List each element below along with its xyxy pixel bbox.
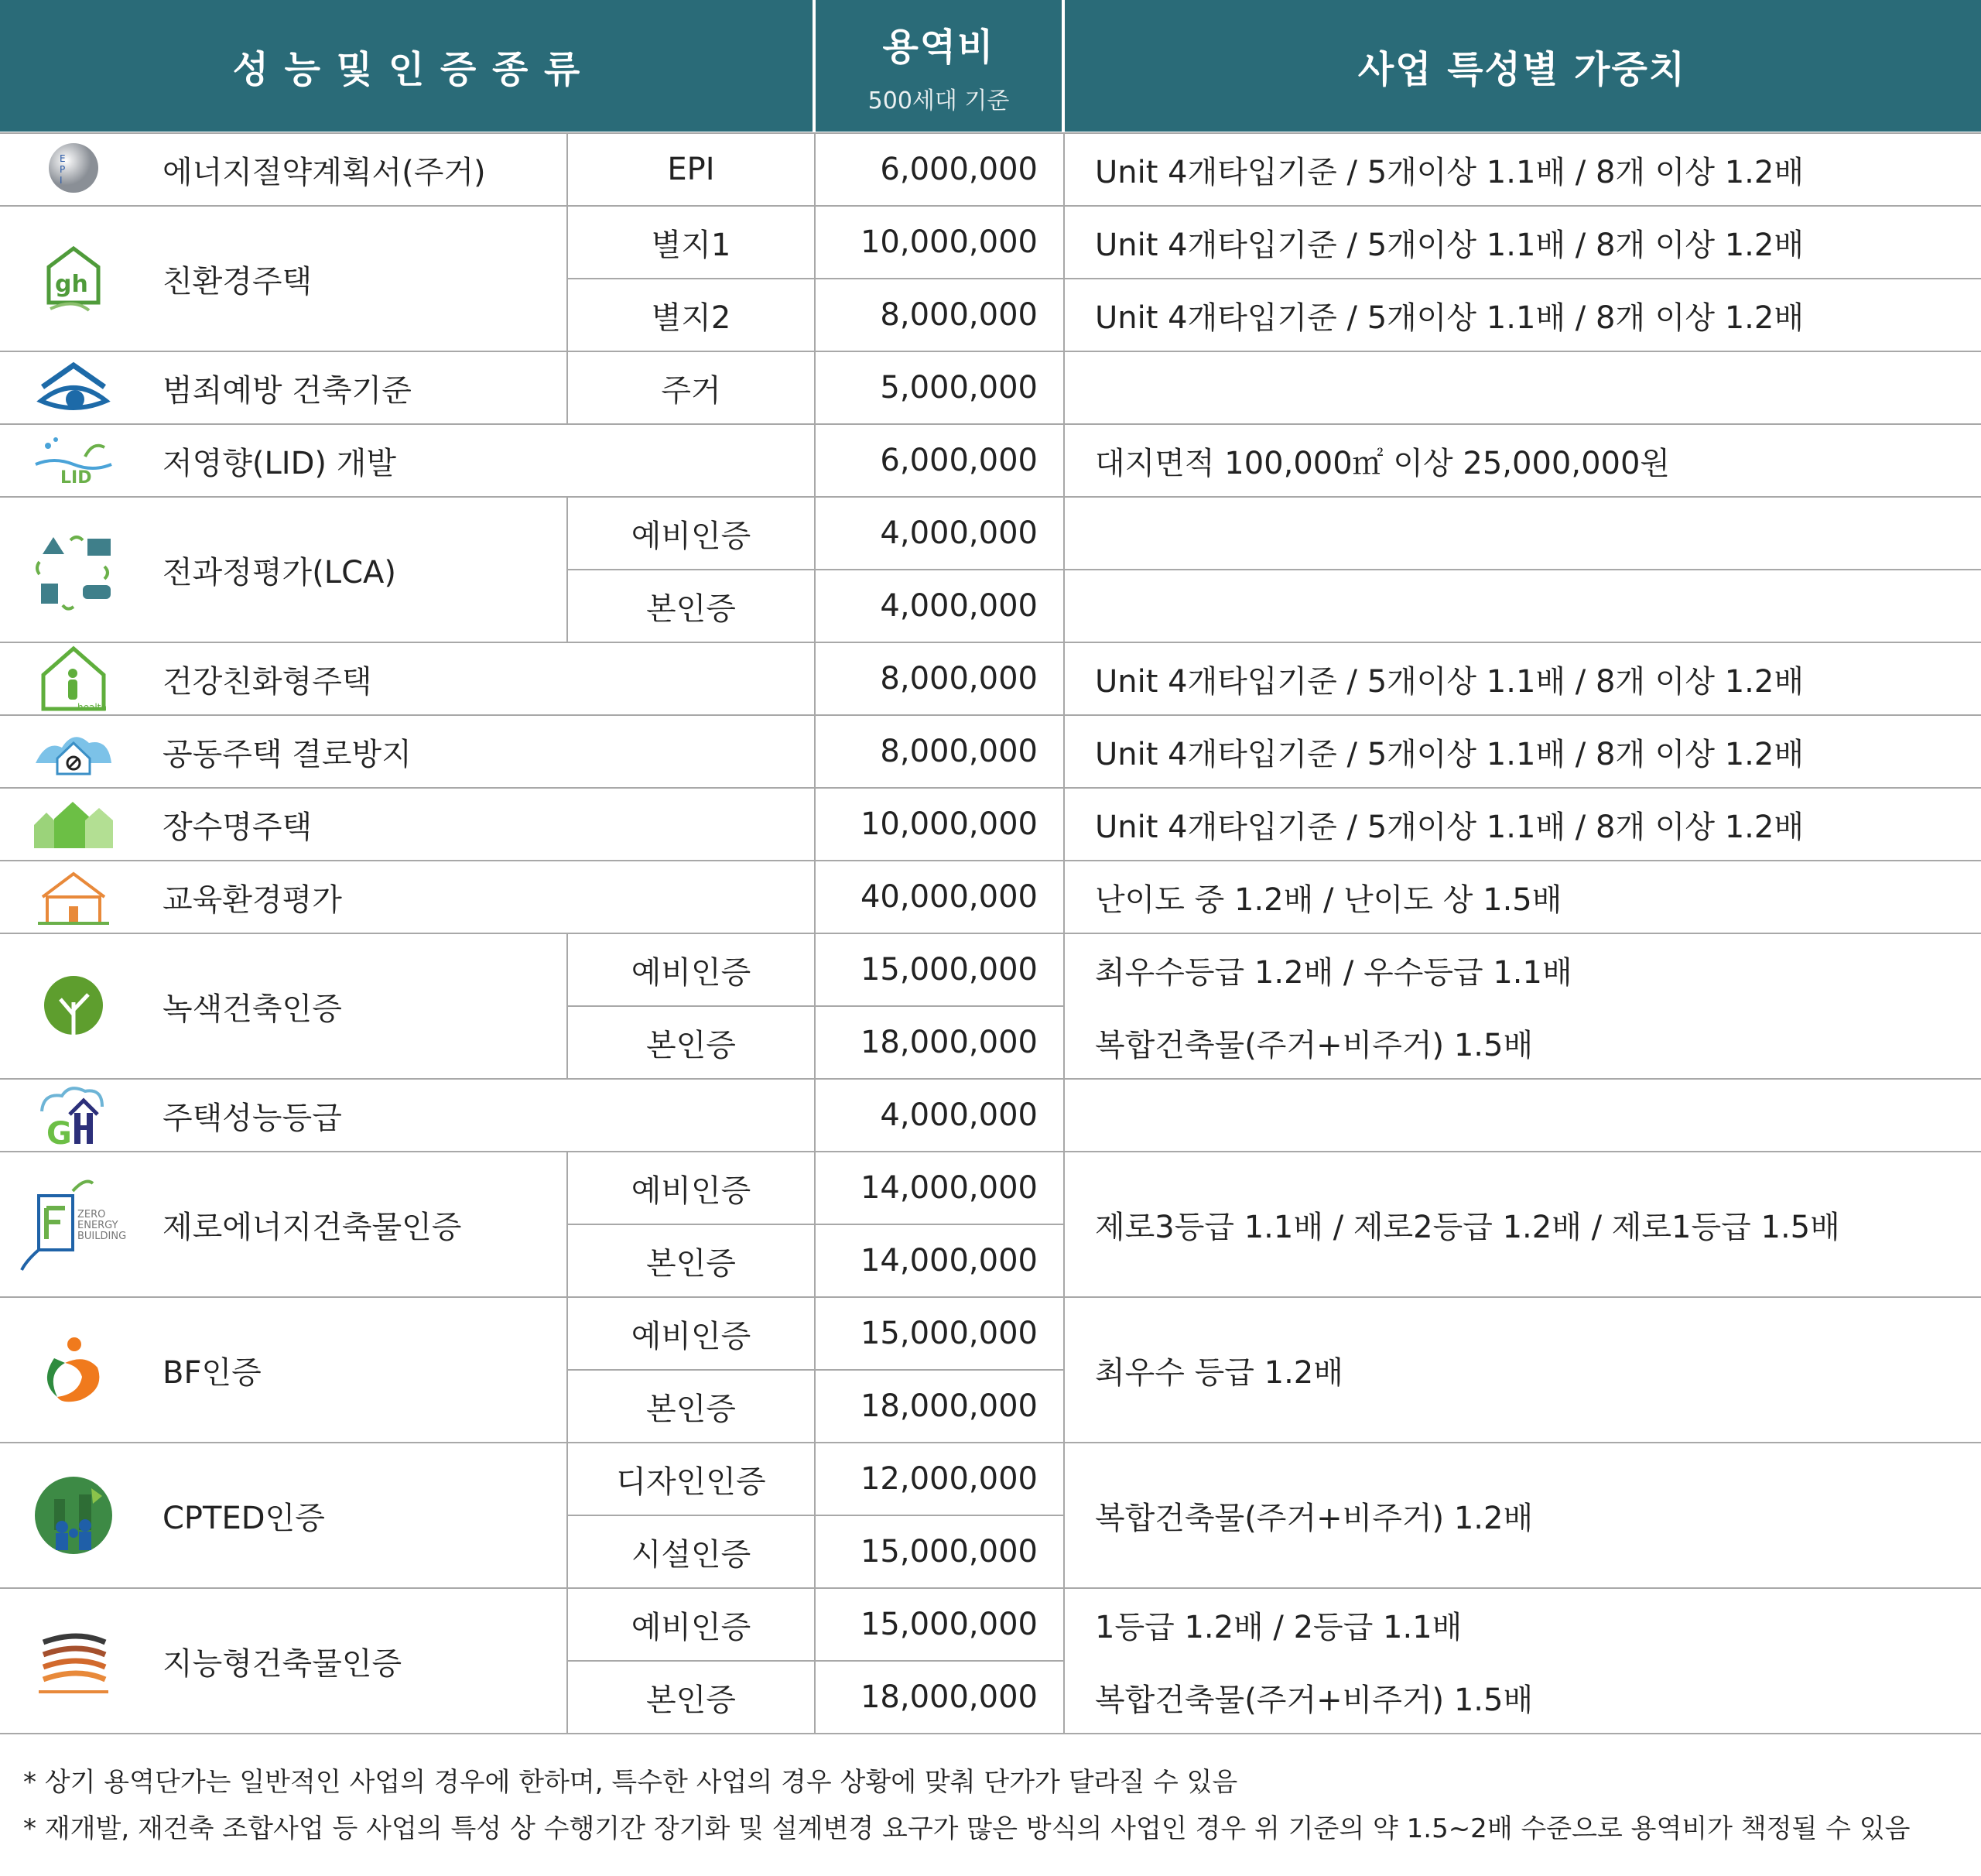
weight-text: 난이도 중 1.2배 / 난이도 상 1.5배: [1095, 882, 1562, 918]
cert-type: 본인증: [646, 1245, 736, 1282]
cert-type: 주거: [661, 372, 721, 409]
category-name: 주택성능등급: [163, 1100, 342, 1136]
svg-text:I: I: [60, 175, 63, 186]
health-house-icon: [15, 642, 132, 715]
row-divider: [567, 569, 1064, 570]
row-divider: [1064, 278, 1981, 279]
row-divider: [567, 1515, 1064, 1516]
fee-value: 14,000,000: [860, 1170, 1038, 1206]
cert-type: 본인증: [646, 591, 736, 627]
weight-text: 제로3등급 1.1배 / 제로2등급 1.2배 / 제로1등급 1.5배: [1095, 1209, 1840, 1245]
category-name: BF인증: [163, 1354, 262, 1391]
weight-text: 1등급 1.2배 / 2등급 1.1배: [1095, 1609, 1463, 1645]
column-divider: [814, 424, 816, 497]
crime-prevention-eye-house-icon: [15, 351, 132, 424]
column-divider: [1063, 1443, 1065, 1588]
column-divider: [1063, 1588, 1065, 1734]
header-weight-label: 사업 특성별 가중치: [1357, 47, 1687, 91]
category-name: 지능형건축물인증: [163, 1645, 402, 1682]
column-divider: [814, 715, 816, 788]
fee-value: 5,000,000: [880, 370, 1038, 406]
fee-value: 8,000,000: [880, 297, 1038, 333]
header-divider: [813, 0, 816, 132]
fee-value: 4,000,000: [880, 588, 1038, 624]
fee-value: 18,000,000: [860, 1679, 1038, 1715]
column-divider: [814, 497, 816, 642]
column-divider: [814, 1079, 816, 1152]
column-divider: [814, 1297, 816, 1443]
column-divider: [1063, 133, 1065, 206]
weight-text: Unit 4개타입기준 / 5개이상 1.1배 / 8개 이상 1.2배: [1095, 809, 1804, 845]
fee-value: 4,000,000: [880, 515, 1038, 551]
column-divider: [1063, 861, 1065, 933]
category-name: 녹색건축인증: [163, 991, 342, 1027]
svg-text:ENERGY: ENERGY: [77, 1220, 118, 1231]
svg-text:P: P: [60, 164, 66, 175]
fee-value: 15,000,000: [860, 1534, 1038, 1570]
category-name: 에너지절약계획서(주거): [163, 154, 486, 190]
svg-text:BUILDING: BUILDING: [77, 1231, 127, 1242]
category-name: 범죄예방 건축기준: [163, 372, 412, 409]
fee-value: 10,000,000: [860, 224, 1038, 260]
barrier-free-icon: [15, 1297, 132, 1443]
svg-text:LID: LID: [60, 468, 92, 488]
cert-type: 예비인증: [631, 954, 751, 991]
fee-value: 10,000,000: [860, 806, 1038, 842]
column-divider: [814, 861, 816, 933]
column-divider: [814, 642, 816, 715]
column-divider: [1063, 1297, 1065, 1443]
green-home-icon: [15, 206, 132, 351]
header-fee-label: 용역비: [882, 25, 995, 69]
fee-value: 8,000,000: [880, 661, 1038, 697]
intelligent-building-layers-icon: [15, 1588, 132, 1734]
column-divider: [1063, 1152, 1065, 1297]
column-divider: [1063, 1079, 1065, 1152]
category-name: 공동주택 결로방지: [163, 736, 412, 772]
cert-type: 본인증: [646, 1391, 736, 1427]
header-fee-sublabel: 500세대 기준: [867, 87, 1010, 115]
school-building-icon: [15, 861, 132, 933]
footnote: * 상기 용역단가는 일반적인 사업의 경우에 한하며, 특수한 사업의 경우 상황에 맞춰 단가가 달라질 수 있음: [23, 1767, 1238, 1798]
header-category: [0, 0, 814, 132]
column-divider: [814, 788, 816, 861]
header-fee: [814, 0, 1063, 132]
row-divider: [567, 1369, 1064, 1371]
column-divider: [1063, 424, 1065, 497]
fee-value: 18,000,000: [860, 1025, 1038, 1060]
weight-text: [1095, 351, 1966, 424]
row-divider: [567, 1660, 1064, 1662]
column-divider: [814, 1588, 816, 1734]
fee-value: 6,000,000: [880, 443, 1038, 478]
weight-text: [1095, 1079, 1966, 1152]
column-divider: [814, 1443, 816, 1588]
fee-value: 40,000,000: [860, 879, 1038, 915]
category-name: 친환경주택: [163, 263, 313, 300]
svg-text:gh: gh: [55, 271, 88, 298]
column-divider: [1063, 933, 1065, 1079]
header-weight: [1063, 0, 1981, 132]
lid-water-icon: [15, 424, 132, 497]
category-name: 장수명주택: [163, 809, 313, 845]
column-divider: [814, 206, 816, 351]
weight-text: [1095, 497, 1966, 570]
weight-text: Unit 4개타입기준 / 5개이상 1.1배 / 8개 이상 1.2배: [1095, 663, 1804, 700]
weight-text: Unit 4개타입기준 / 5개이상 1.1배 / 8개 이상 1.2배: [1095, 736, 1804, 772]
column-divider: [1063, 788, 1065, 861]
svg-text:ZERO: ZERO: [77, 1209, 106, 1220]
cert-type: 예비인증: [631, 518, 751, 554]
condensation-house-icon: [15, 715, 132, 788]
green-tree-icon: [15, 933, 132, 1079]
cpted-family-city-icon: [15, 1443, 132, 1588]
weight-text: Unit 4개타입기준 / 5개이상 1.1배 / 8개 이상 1.2배: [1095, 154, 1804, 190]
weight-text: 복합건축물(주거+비주거) 1.5배: [1095, 1027, 1534, 1063]
category-name: 건강친화형주택: [163, 663, 372, 700]
footnote: * 재개발, 재건축 조합사업 등 사업의 특성 상 수행기간 장기화 및 설계변경 요구가 많은 방식의 사업인 경우 위 기준의 약 1.5~2배 수준으로 용역비가 책정될 수 있음: [23, 1813, 1911, 1844]
column-divider: [1063, 715, 1065, 788]
row-divider: [567, 1224, 1064, 1225]
row-divider: [567, 278, 1064, 279]
column-divider: [1063, 497, 1065, 642]
fee-value: 6,000,000: [880, 152, 1038, 187]
fee-value: 4,000,000: [880, 1097, 1038, 1133]
column-divider: [814, 133, 816, 206]
fee-value: 15,000,000: [860, 952, 1038, 988]
fee-value: 15,000,000: [860, 1607, 1038, 1642]
row-divider: [567, 1005, 1064, 1007]
weight-text: 최우수등급 1.2배 / 우수등급 1.1배: [1095, 954, 1572, 991]
fee-value: 14,000,000: [860, 1243, 1038, 1279]
cert-type: 본인증: [646, 1682, 736, 1718]
weight-text: Unit 4개타입기준 / 5개이상 1.1배 / 8개 이상 1.2배: [1095, 227, 1804, 263]
column-divider: [814, 1152, 816, 1297]
weight-text: [1095, 570, 1966, 642]
column-divider: [1063, 206, 1065, 351]
category-name: 교육환경평가: [163, 882, 342, 918]
cert-type: EPI: [667, 152, 715, 187]
weight-text: 최우수 등급 1.2배: [1095, 1354, 1343, 1391]
category-name: 저영향(LID) 개발: [163, 445, 397, 481]
row-divider: [0, 1733, 1981, 1734]
column-divider: [1063, 351, 1065, 424]
cert-type: 별지2: [651, 300, 731, 336]
housing-grade-gh-icon: [15, 1079, 132, 1152]
fee-value: 15,000,000: [860, 1316, 1038, 1351]
category-name: 제로에너지건축물인증: [163, 1209, 462, 1245]
svg-text:E: E: [60, 153, 66, 164]
fee-value: 8,000,000: [880, 734, 1038, 769]
row-divider: [1064, 569, 1981, 570]
cert-type: 시설인증: [631, 1536, 751, 1573]
weight-text: 복합건축물(주거+비주거) 1.5배: [1095, 1682, 1534, 1718]
long-life-houses-icon: [15, 788, 132, 861]
fee-value: 18,000,000: [860, 1388, 1038, 1424]
cert-type: 본인증: [646, 1027, 736, 1063]
column-divider: [1063, 642, 1065, 715]
zero-energy-building-icon: [15, 1152, 132, 1297]
cert-type: 예비인증: [631, 1609, 751, 1645]
category-name: 전과정평가(LCA): [163, 554, 396, 591]
cert-type: 예비인증: [631, 1318, 751, 1354]
cert-type: 디자인인증: [616, 1463, 766, 1500]
svg-text:health: health: [77, 702, 107, 713]
svg-text:G: G: [46, 1116, 72, 1150]
cert-type: 별지1: [651, 227, 731, 263]
header-category-label: 성 능 및 인 증 종 류: [232, 47, 582, 91]
weight-text: 대지면적 100,000㎡ 이상 25,000,000원: [1095, 445, 1671, 481]
fee-value: 12,000,000: [860, 1461, 1038, 1497]
epi-globe-icon: [15, 133, 132, 206]
header-divider: [1062, 0, 1065, 132]
cert-type: 예비인증: [631, 1172, 751, 1209]
weight-text: 복합건축물(주거+비주거) 1.2배: [1095, 1500, 1534, 1536]
column-divider: [814, 351, 816, 424]
category-name: CPTED인증: [163, 1500, 325, 1536]
lca-cycle-icon: [15, 497, 132, 642]
row-divider: [0, 132, 1981, 134]
weight-text: Unit 4개타입기준 / 5개이상 1.1배 / 8개 이상 1.2배: [1095, 300, 1804, 336]
column-divider: [814, 933, 816, 1079]
